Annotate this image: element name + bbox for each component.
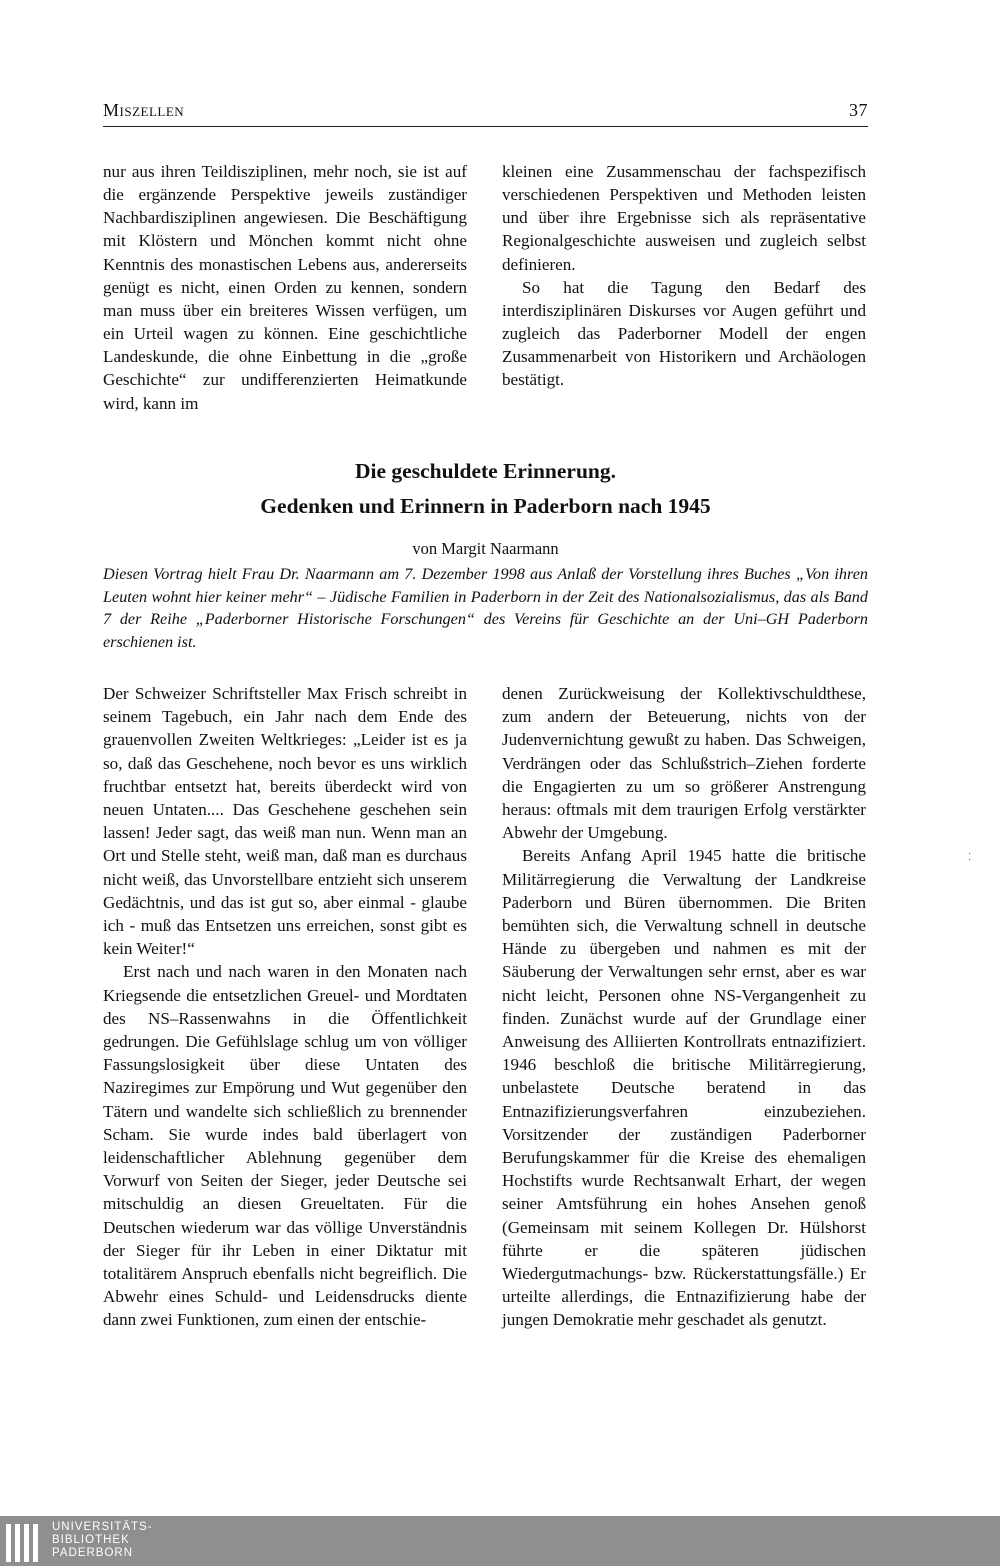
paragraph: kleinen eine Zusammenschau der fachspezifisch verschiedenen Perspektiven und Methoden leisten und über ihre Ergebnisse sich als repräsentative Regionalgeschichte ausweisen und zugleich selbst definieren. xyxy=(502,162,866,274)
byline: von Margit Naarmann xyxy=(412,539,559,558)
running-head xyxy=(103,100,868,121)
paragraph: Der Schweizer Schriftsteller Max Frisch schreibt in seinem Tagebuch, ein Jahr nach dem Ende des grauenvollen Zweiten Weltkrieges: „Leider ist es ja so, daß das Geschehene, noch bevor es uns wirklich fruchtbar entsetzt hat, bereits überdeckt wird von neuen Untaten.... Das Geschehene geschehen sein lassen! Jeder sagt, das weiß man nun. Wenn man an Ort und Stelle steht, weiß man, daß man es durchaus nicht weiß, das Unvorstellbare entzieht sich unserem Gedächtnis, und das ist gut so, aber einmal - glaube ich - muß das Entsetzen uns erreichen, sonst gibt es kein Weiter!“ xyxy=(103,684,467,959)
library-logo-icon xyxy=(6,1524,46,1562)
paragraph: Erst nach und nach waren in den Monaten nach Kriegsende die entsetzlichen Greuel- und Mordtaten des NS–Rassenwahns in die Öffentlichkeit gedrungen. Die Gefühlslage schlug um von völliger Fassungslosigkeit über diese Untaten des Naziregimes zur Empörung und Wut gegenüber den Tätern und wandelte sich schließlich zu brennender Scham. Sie wurde indes bald überlagert von leidenschaftlicher Ablehnung gegenüber dem Vorwurf von Seiten der Sieger, jeder Deutsche sei mitschuldig an diesen Greueltaten. Für die Deutschen wiederum war das völlige Unverständnis der Sieger für ihr Leben in einer Diktatur mit totalitärem Anspruch ebenfalls nicht begreiflich. Die Abwehr eines Schuld- und Leidensdrucks diente dann zwei Funktionen, zum einen der entschie- xyxy=(103,962,467,1330)
library-name-line: UNIVERSITÄTS- xyxy=(52,1521,153,1533)
article-title: Die geschuldete Erinnerung. xyxy=(355,459,616,483)
paragraph: nur aus ihren Teildisziplinen, mehr noch, sie ist auf die ergänzende Perspektive jeweils zuständiger Nachbardisziplinen angewiesen. Die Beschäftigung mit Klöstern und Mönchen kommt nicht ohne Kenntnis des monastischen Lebens aus, andererseits genügt es nicht, einen Orden zu kennen, sondern man muss über ein breiteres Wissen verfügen, um ein Urteil wagen zu können. Eine geschichtliche Landeskunde, die ohne Einbettung in die „große Geschichte“ zur undifferenzierten Heimatkunde wird, kann im xyxy=(103,162,467,413)
article-right-column xyxy=(502,682,866,1332)
margin-mark: ⁚ xyxy=(968,852,972,863)
article-left-column xyxy=(103,682,467,1332)
previous-article-left-column xyxy=(103,160,467,415)
editorial-note: Diesen Vortrag hielt Frau Dr. Naarmann am 7. Dezember 1998 aus Anlaß der Vorstellung ihres Buches „Von ihren Leuten wohnt hier keiner mehr“ – Jüdische Familien in Paderborn in der Zeit des Nationalsozialismus, das als Band 7 der Reihe „Paderborner Historische Forschungen“ des Vereins für Geschichte an der Uni–GH Paderborn erschienen ist. xyxy=(103,565,868,651)
section-title: Miszellen xyxy=(103,100,185,120)
paragraph: Bereits Anfang April 1945 hatte die britische Militärregierung die Verwaltung der Landkreise Paderborn und Büren übernommen. Die Briten bemühten sich, die Verwaltung schnell in deutsche Hände zu übergeben und nahmen es mit der Säuberung der Verwaltungen sehr ernst, aber es war nicht leicht, Personen ohne NS-Vergangenheit zu finden. Zunächst wurde auf der Grundlage einer Anweisung des Alliierten Kontrollrats entnazifiziert. 1946 beschloß die britische Militärregierung, unbelastete Deutsche beratend in das Entnazifizierungsverfahren einzubeziehen. Vorsitzender der zuständigen Paderborner Berufungskammer für die Kreise des ehemaligen Hochstifts wurde Rechtsanwalt Erhart, der wegen seiner Amtsführung ein hohes Ansehen genoß (Gemeinsam mit seinem Kollegen Dr. Hülshorst führte er die späteren jüdischen Wiedergutmachungs- bzw. Rückerstattungsfälle.) Er urteilte allerdings, die Entnazifizierung habe der jungen Demokratie mehr geschadet als genutzt. xyxy=(502,846,866,1330)
article-subtitle: Gedenken und Erinnern in Paderborn nach 1945 xyxy=(260,494,711,518)
library-name-line: BIBLIOTHEK xyxy=(52,1534,130,1546)
library-name-line: PADERBORN xyxy=(52,1547,133,1559)
library-name xyxy=(52,1521,153,1560)
page-number: 37 xyxy=(849,100,868,120)
library-footer xyxy=(0,1516,1000,1566)
header-rule xyxy=(103,126,868,127)
paragraph: So hat die Tagung den Bedarf des interdisziplinären Diskurses vor Augen geführt und zugleich das Paderborner Modell der engen Zusammenarbeit von Historikern und Archäologen bestätigt. xyxy=(502,277,866,390)
previous-article-right-column xyxy=(502,160,866,392)
paragraph: denen Zurückweisung der Kollektivschuldthese, zum andern der Beteuerung, nichts von der Judenvernichtung gewußt zu haben. Das Schweigen, Verdrängen oder das Schlußstrich–Ziehen forderte die Engagierten zu um so größerer Anstrengung heraus: oftmals mit dem traurigen Erfolg verstärkter Abwehr der Umgebung. xyxy=(502,684,866,843)
